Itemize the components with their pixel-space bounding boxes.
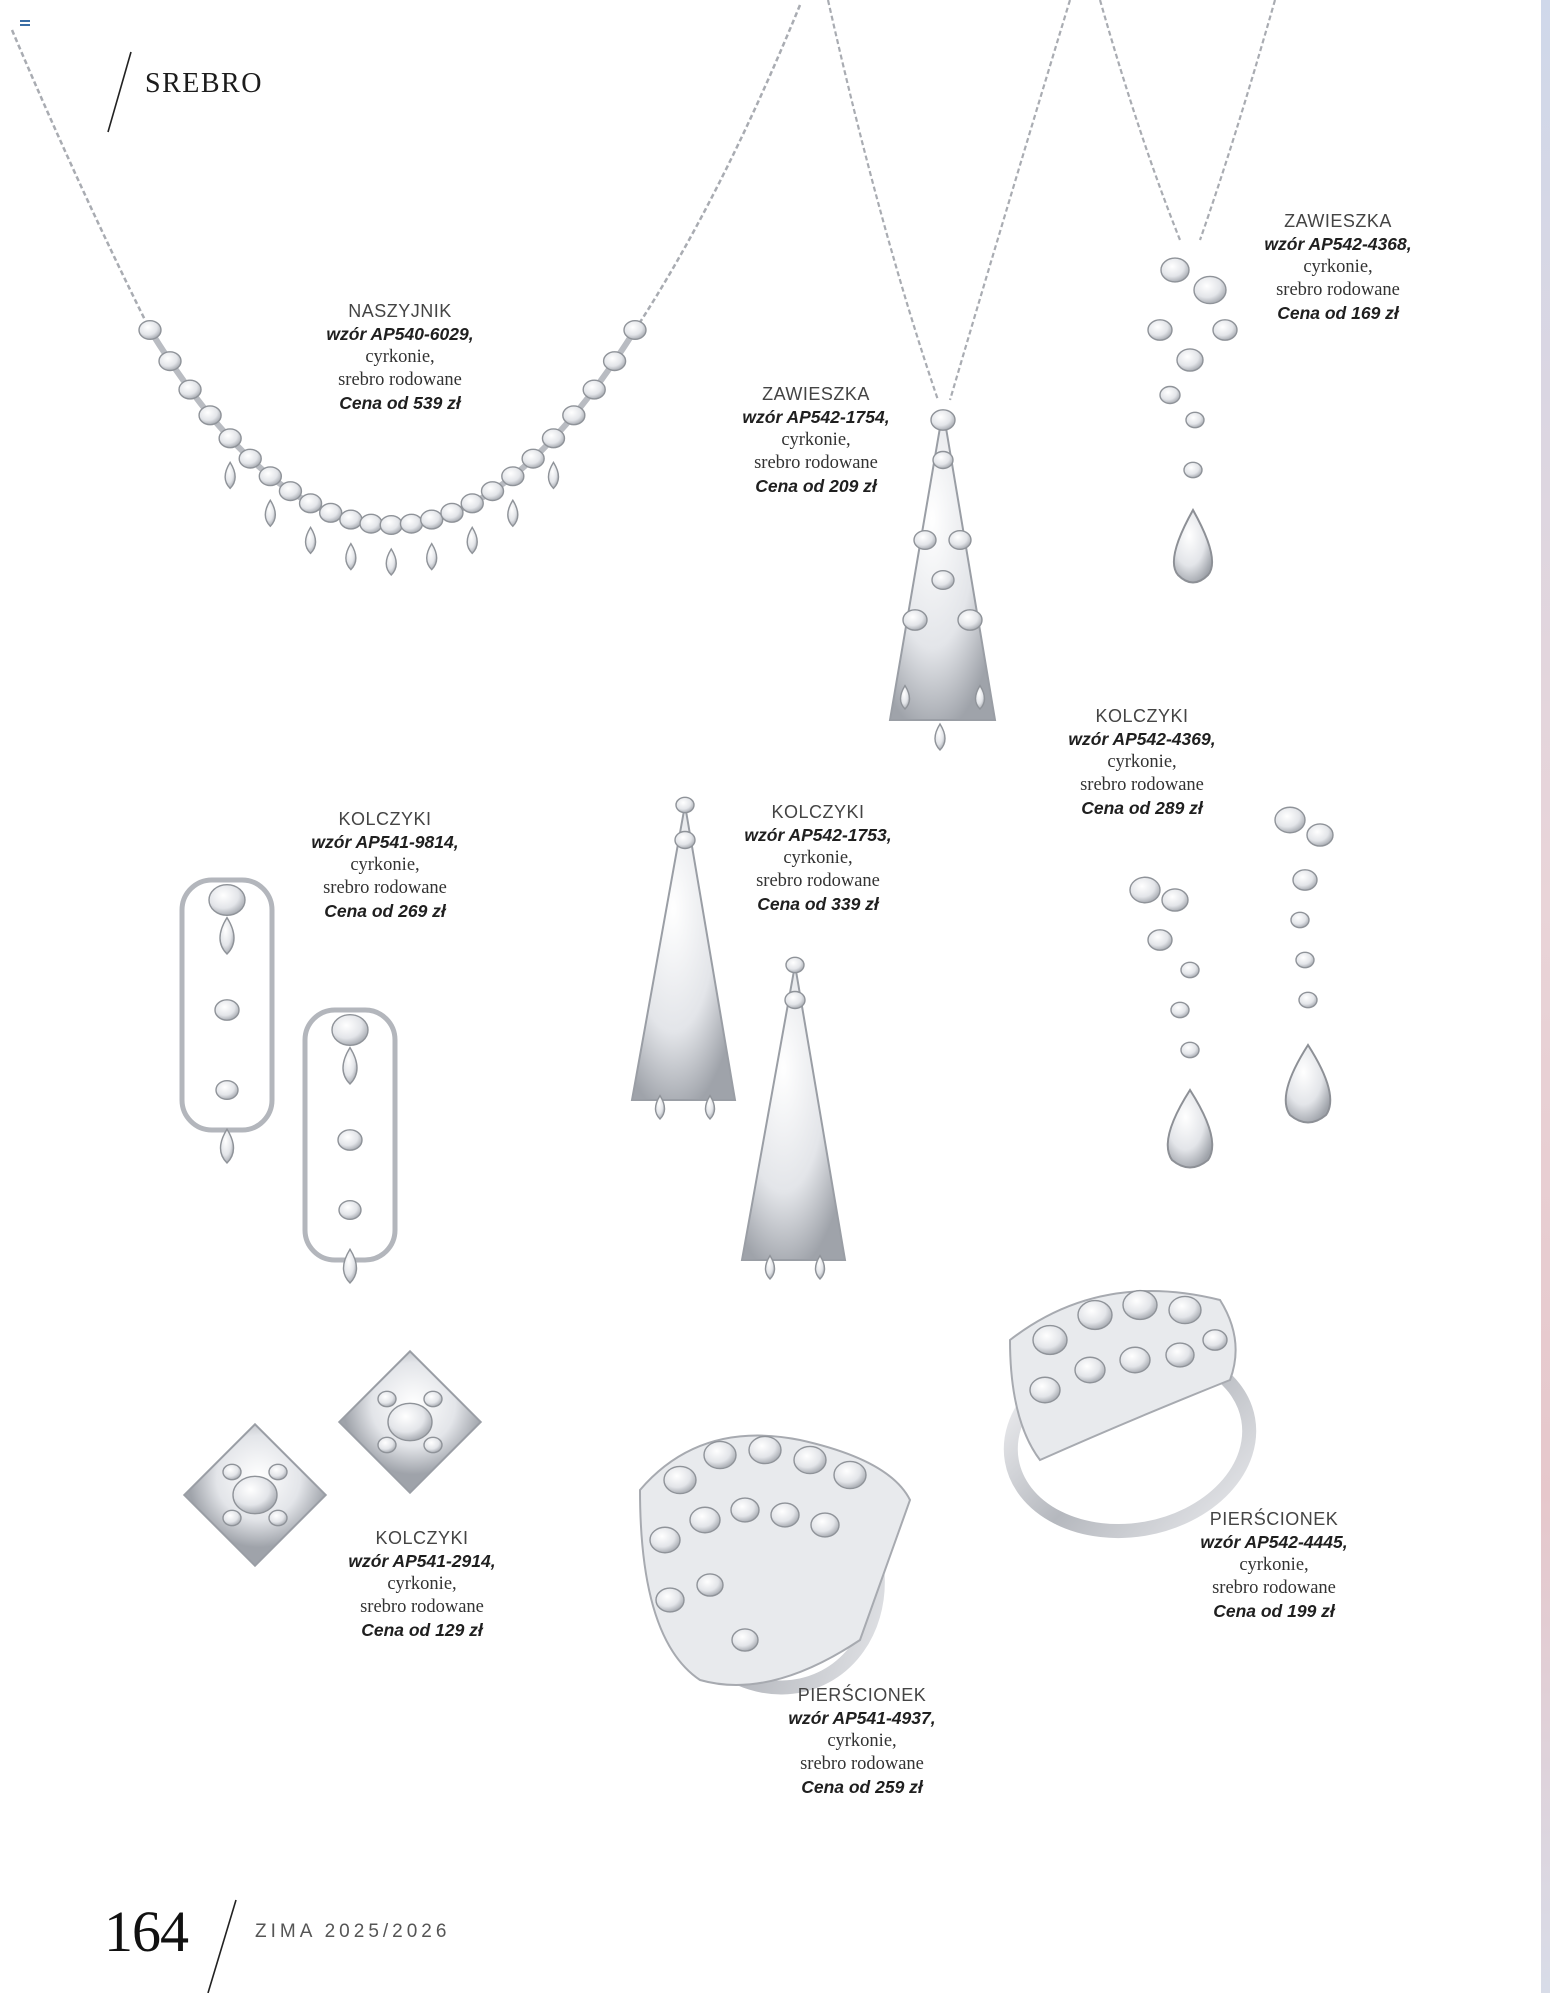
stone — [223, 1510, 241, 1525]
product-material: cyrkonie, — [1239, 1555, 1309, 1575]
stone — [139, 321, 161, 340]
stone — [482, 482, 504, 501]
product-model: wzór AP542-4369, — [1068, 729, 1216, 749]
stone — [216, 1081, 238, 1100]
product-model: wzór AP541-2914, — [348, 1551, 496, 1571]
ring-4937-image — [624, 1417, 916, 1723]
stone — [320, 503, 342, 522]
page-number: 164 — [104, 1899, 188, 1964]
stone — [269, 1464, 287, 1479]
stone — [378, 1437, 396, 1452]
product-name: ZAWIESZKA — [762, 384, 870, 404]
section-title: SREBRO — [145, 68, 263, 99]
stone — [786, 957, 804, 972]
stone — [785, 992, 805, 1009]
stone — [219, 429, 241, 448]
product-caption-necklace — [270, 300, 530, 415]
stone — [269, 1510, 287, 1525]
footer-slash — [208, 1900, 236, 1993]
stone — [225, 462, 235, 488]
product-price: Cena od 539 zł — [339, 393, 461, 413]
stone — [542, 429, 564, 448]
stone — [380, 516, 402, 535]
stone — [386, 549, 396, 575]
stone — [771, 1503, 799, 1527]
stone — [159, 352, 181, 371]
stone — [749, 1436, 781, 1463]
product-material: srebro rodowane — [756, 871, 880, 891]
stone — [1123, 1291, 1157, 1320]
stone — [949, 531, 971, 550]
product-price: Cena od 259 zł — [801, 1777, 923, 1797]
product-caption-pendant-4368 — [1208, 210, 1468, 325]
stone — [220, 918, 234, 954]
stone — [502, 467, 524, 486]
product-name: KOLCZYKI — [375, 1528, 469, 1548]
stone — [199, 406, 221, 425]
product-material: srebro rodowane — [1080, 775, 1204, 795]
product-caption-earrings-2914 — [292, 1527, 552, 1642]
stone — [548, 462, 558, 488]
stone — [1030, 1377, 1060, 1403]
product-name: KOLCZYKI — [338, 809, 432, 829]
earrings-9814-image — [182, 880, 395, 1283]
product-caption-earrings-1753 — [688, 801, 948, 916]
product-material: srebro rodowane — [754, 453, 878, 473]
product-name: ZAWIESZKA — [1284, 211, 1392, 231]
product-material: cyrkonie, — [350, 855, 420, 875]
stone — [221, 1129, 234, 1163]
stone — [1120, 1347, 1150, 1373]
stone — [343, 1048, 357, 1084]
stone — [209, 885, 245, 916]
stone — [1203, 1330, 1227, 1350]
product-material: srebro rodowane — [1212, 1578, 1336, 1598]
product-model: wzór AP541-4937, — [788, 1708, 936, 1728]
product-model: wzór AP540-6029, — [326, 324, 474, 344]
stone — [664, 1466, 696, 1493]
stone — [914, 531, 936, 550]
stone — [932, 571, 954, 590]
stone — [300, 494, 322, 513]
stone — [903, 610, 927, 630]
stone — [441, 503, 463, 522]
product-material: cyrkonie, — [365, 347, 435, 367]
stone — [732, 1629, 758, 1651]
stone — [690, 1507, 720, 1533]
stone — [935, 724, 945, 750]
product-material: cyrkonie, — [1107, 752, 1177, 772]
stone — [421, 510, 443, 529]
stone — [339, 1201, 361, 1220]
stone — [279, 482, 301, 501]
stone — [1148, 320, 1172, 340]
stone — [731, 1498, 759, 1522]
stone — [424, 1437, 442, 1452]
product-material: srebro rodowane — [338, 370, 462, 390]
stone — [1275, 807, 1305, 833]
stone — [1307, 824, 1333, 846]
product-name: PIERŚCIONEK — [797, 1685, 927, 1705]
stone — [656, 1588, 684, 1612]
stone — [467, 527, 477, 553]
stone — [1177, 349, 1203, 371]
product-material: srebro rodowane — [360, 1597, 484, 1617]
stone — [215, 1000, 239, 1020]
product-name: KOLCZYKI — [1095, 706, 1189, 726]
stone — [1186, 412, 1204, 427]
product-caption-ring-4445 — [1144, 1508, 1404, 1623]
product-material: cyrkonie, — [827, 1731, 897, 1751]
stone — [400, 514, 422, 533]
stone — [1130, 877, 1160, 903]
product-price: Cena od 339 zł — [757, 894, 879, 914]
stone — [1181, 1042, 1199, 1057]
stone — [424, 1391, 442, 1406]
earrings-4369-image — [1130, 807, 1333, 1167]
stone — [344, 1249, 357, 1283]
product-price: Cena od 129 zł — [361, 1620, 483, 1640]
stone — [378, 1391, 396, 1406]
stone — [958, 610, 982, 630]
stone — [179, 380, 201, 399]
stone — [332, 1015, 368, 1046]
stone — [811, 1513, 839, 1537]
stone — [1184, 462, 1202, 477]
stone — [346, 544, 356, 570]
stone — [340, 510, 362, 529]
stone — [624, 321, 646, 340]
stone — [1033, 1326, 1067, 1355]
stone — [239, 449, 261, 468]
stone — [650, 1527, 680, 1553]
stone — [834, 1461, 866, 1488]
stone — [563, 406, 585, 425]
product-model: wzór AP541-9814, — [311, 832, 459, 852]
product-material: srebro rodowane — [323, 878, 447, 898]
stone — [259, 467, 281, 486]
stone — [704, 1441, 736, 1468]
stone — [1181, 962, 1199, 977]
product-name: KOLCZYKI — [771, 802, 865, 822]
stone — [461, 494, 483, 513]
product-price: Cena od 269 zł — [324, 901, 446, 921]
stone — [1296, 952, 1314, 967]
necklace-image — [12, 5, 800, 575]
stone — [1160, 387, 1180, 404]
stone — [794, 1446, 826, 1473]
stone — [522, 449, 544, 468]
stone — [1161, 258, 1189, 282]
product-model: wzór AP542-4445, — [1200, 1532, 1348, 1552]
product-material: cyrkonie, — [1303, 257, 1373, 277]
stone — [233, 1476, 277, 1513]
stone — [1166, 1343, 1194, 1367]
product-material: cyrkonie, — [387, 1574, 457, 1594]
stone — [223, 1464, 241, 1479]
stone — [583, 380, 605, 399]
stone — [508, 500, 518, 526]
stone — [1291, 912, 1309, 927]
stone — [265, 500, 275, 526]
product-caption-earrings-9814 — [255, 808, 515, 923]
product-material: srebro rodowane — [1276, 280, 1400, 300]
stone — [1162, 889, 1188, 911]
stone — [697, 1574, 723, 1596]
product-name: PIERŚCIONEK — [1209, 1509, 1339, 1529]
product-caption-pendant-1754 — [686, 383, 946, 498]
product-model: wzór AP542-1753, — [744, 825, 892, 845]
stone — [1299, 992, 1317, 1007]
pendant-1754-image — [828, 0, 1070, 750]
stone — [1078, 1301, 1112, 1330]
product-model: wzór AP542-4368, — [1264, 234, 1412, 254]
product-caption-ring-4937 — [732, 1684, 992, 1799]
product-material: srebro rodowane — [800, 1754, 924, 1774]
product-material: cyrkonie, — [783, 848, 853, 868]
product-name: NASZYJNIK — [348, 301, 452, 321]
product-price: Cena od 199 zł — [1213, 1601, 1335, 1621]
stone — [1171, 1002, 1189, 1017]
season-label: ZIMA 2025/2026 — [255, 1921, 451, 1942]
product-price: Cena od 209 zł — [755, 476, 877, 496]
product-price: Cena od 169 zł — [1277, 303, 1399, 323]
stone — [306, 527, 316, 553]
product-caption-earrings-4369 — [1012, 705, 1272, 820]
stone — [1293, 870, 1317, 890]
stone — [388, 1403, 432, 1440]
product-model: wzór AP542-1754, — [742, 407, 890, 427]
stone — [604, 352, 626, 371]
stone — [1148, 930, 1172, 950]
stone — [360, 514, 382, 533]
stone — [1169, 1296, 1201, 1323]
stone — [1075, 1357, 1105, 1383]
stone — [427, 544, 437, 570]
product-material: cyrkonie, — [781, 430, 851, 450]
stone — [338, 1130, 362, 1150]
product-price: Cena od 289 zł — [1081, 798, 1203, 818]
header-slash — [108, 52, 131, 132]
